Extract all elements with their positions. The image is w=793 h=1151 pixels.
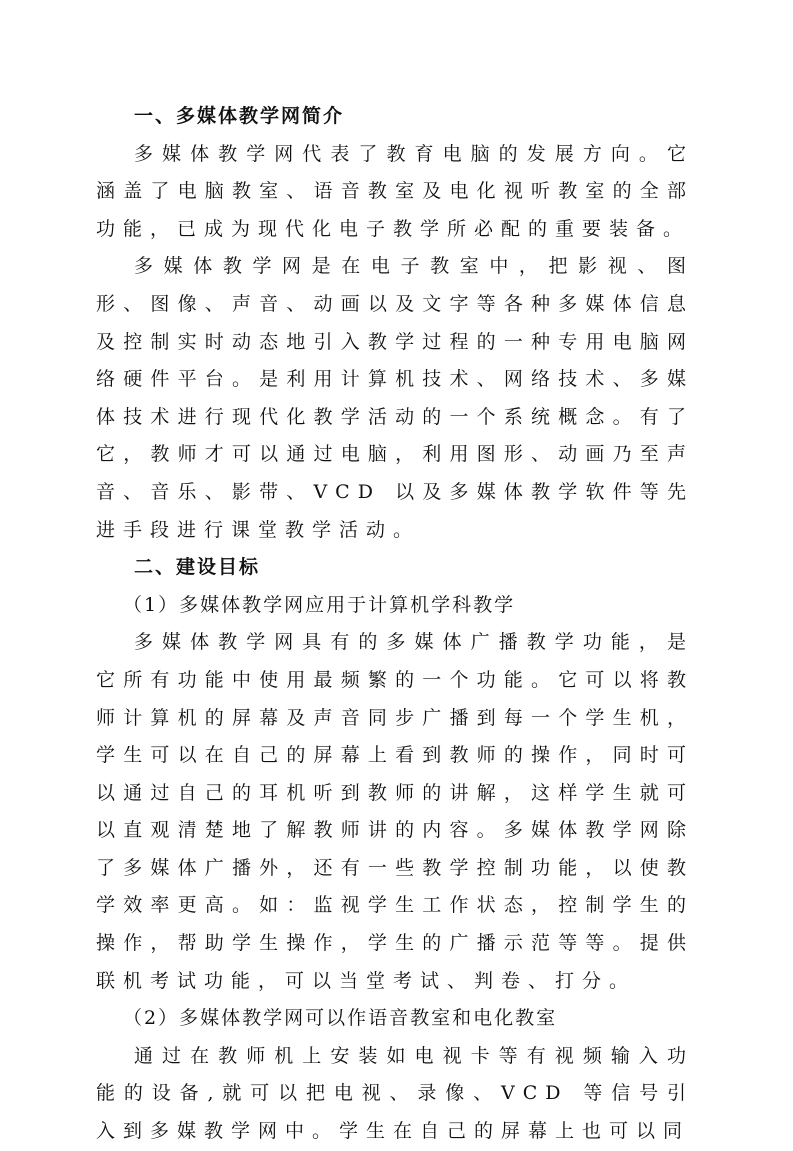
paragraph-goals-1: 多媒体教学网具有的多媒体广播教学功能，是它所有功能中使用最频繁的一个功能。它可以将教师计算机的屏幕及声音同步广播到每一个学生机，学生可以在自己的屏幕上看到教师的操作，同时可以通过自己的耳机听到教师的讲解，这样学生就可以直观清楚地了解教师讲的内容。多媒体教学网除了多媒体广播外，还有一些教学控制功能，以使教学效率更高。如：监视学生工作状态，控制学生的操作，帮助学生操作，学生的广播示范等等。提供联机考试功能，可以当堂考试、判卷、打分。 (96, 631, 694, 992)
subsection-title-2: （2）多媒体教学网可以作语音教室和电化教室 (123, 1007, 558, 1030)
paragraph-intro-1: 多媒体教学网代表了教育电脑的发展方向。它涵盖了电脑教室、语音教室及电化视听教室的全部功能，已成为现代化电子教学所必配的重要装备。 (96, 142, 694, 240)
paragraph-intro-2: 多媒体教学网是在电子教室中，把影视、图形、图像、声音、动画以及文字等各种多媒体信息及控制实时动态地引入教学过程的一种专用电脑网络硬件平台。是利用计算机技术、网络技术、多媒体技术进行现代化教学活动的一个系统概念。有了它，教师才可以通过电脑，利用图形、动画乃至声音、音乐、影带、VCD 以及多媒体教学软件等先进手段进行课堂教学活动。 (96, 255, 694, 541)
section-heading-goals: 二、建设目标 (134, 556, 261, 579)
document-page (96, 98, 694, 1151)
subsection-title-1: （1）多媒体教学网应用于计算机学科教学 (123, 593, 516, 616)
paragraph-goals-2: 通过在教师机上安装如电视卡等有视频输入功能的设备,就可以把电视、录像、VCD 等信号引入到多媒教学网中。学生在自己的屏幕上也可以同 (96, 1044, 694, 1143)
section-heading-intro: 一、多媒体教学网简介 (134, 105, 345, 127)
